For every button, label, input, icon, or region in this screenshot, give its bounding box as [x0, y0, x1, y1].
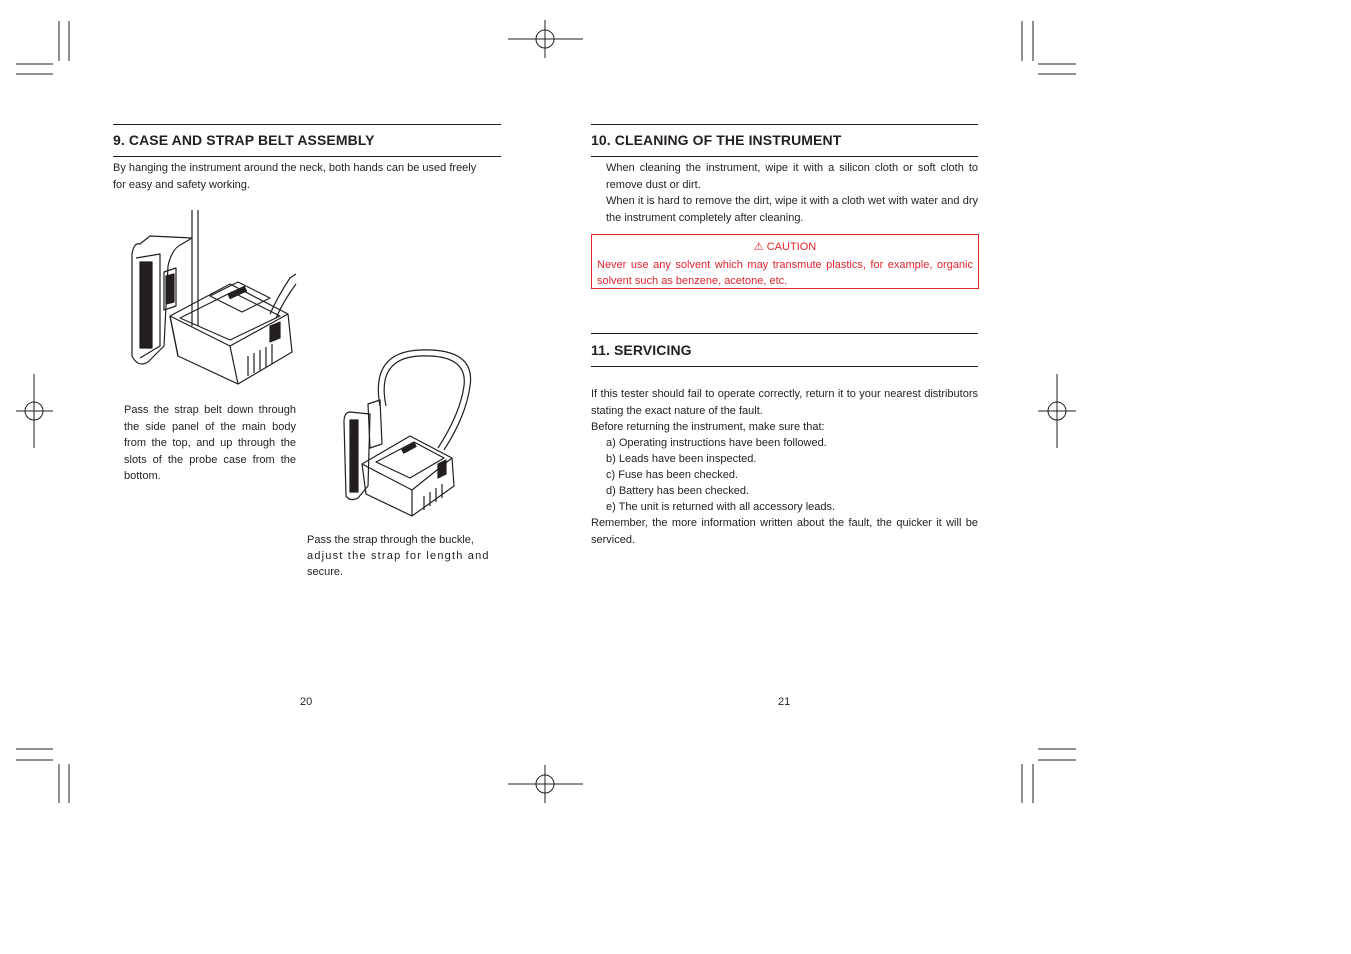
intro-line-2: for easy and safety working. — [113, 179, 250, 191]
section-heading-cleaning: 10. CLEANING OF THE INSTRUMENT — [591, 132, 842, 148]
warning-triangle-icon: ⚠ — [753, 241, 764, 253]
strap-buckle-illustration — [340, 346, 480, 522]
page-number-right: 21 — [778, 696, 791, 708]
cleaning-paragraph-2: When it is hard to remove the dirt, wipe it with a cloth wet with water and dry the instrument completely after cleaning. — [606, 195, 978, 224]
checklist-item: b) Leads have been inspected. — [606, 453, 757, 465]
checklist-item: d) Battery has been checked. — [606, 485, 750, 497]
checklist-item: c) Fuse has been checked. — [606, 469, 739, 481]
caution-label: CAUTION — [766, 241, 817, 253]
section-rule-bottom — [113, 156, 501, 157]
servicing-paragraph-1: If this tester should fail to operate correctly, return it to your nearest distributors stating the exact nature of the fault. — [591, 388, 978, 417]
caution-title — [592, 240, 978, 254]
servicing-closing: Remember, the more information written about the fault, the quicker it will be serviced. — [591, 517, 978, 546]
section-rule-top — [113, 124, 501, 125]
cleaning-rule-top — [591, 124, 978, 125]
caption-buckle-line-2: adjust the strap for length and — [307, 550, 490, 562]
cleaning-rule-bottom — [591, 156, 978, 157]
caption-buckle-line-1: Pass the strap through the buckle, — [307, 534, 474, 546]
cleaning-paragraph-1: When cleaning the instrument, wipe it with a silicon cloth or soft cloth to remove dust or dirt. — [606, 162, 978, 191]
strap-through-side-panel-illustration — [120, 206, 305, 398]
caution-box — [591, 234, 979, 289]
caption-buckle-line-3: secure. — [307, 566, 344, 578]
servicing-rule-bottom — [591, 366, 978, 367]
intro-line-1: By hanging the instrument around the neck, both hands can be used freely — [113, 162, 477, 174]
checklist-item: a) Operating instructions have been followed. — [606, 437, 827, 449]
checklist-item: e) The unit is returned with all accessory leads. — [606, 501, 836, 513]
page-number-left: 20 — [300, 696, 313, 708]
servicing-checklist-intro: Before returning the instrument, make sure that: — [591, 421, 825, 433]
caption-strap-side-panel: Pass the strap belt down through the side panel of the main body from the top, and up through the slots of the probe case from the bottom. — [124, 404, 296, 482]
servicing-rule-top — [591, 333, 978, 334]
section-heading-case-strap: 9. CASE AND STRAP BELT ASSEMBLY — [113, 132, 375, 148]
section-heading-servicing: 11. SERVICING — [591, 342, 692, 358]
caution-text: Never use any solvent which may transmute plastics, for example, organic solvent such as benzene, acetone, etc. — [597, 259, 973, 287]
